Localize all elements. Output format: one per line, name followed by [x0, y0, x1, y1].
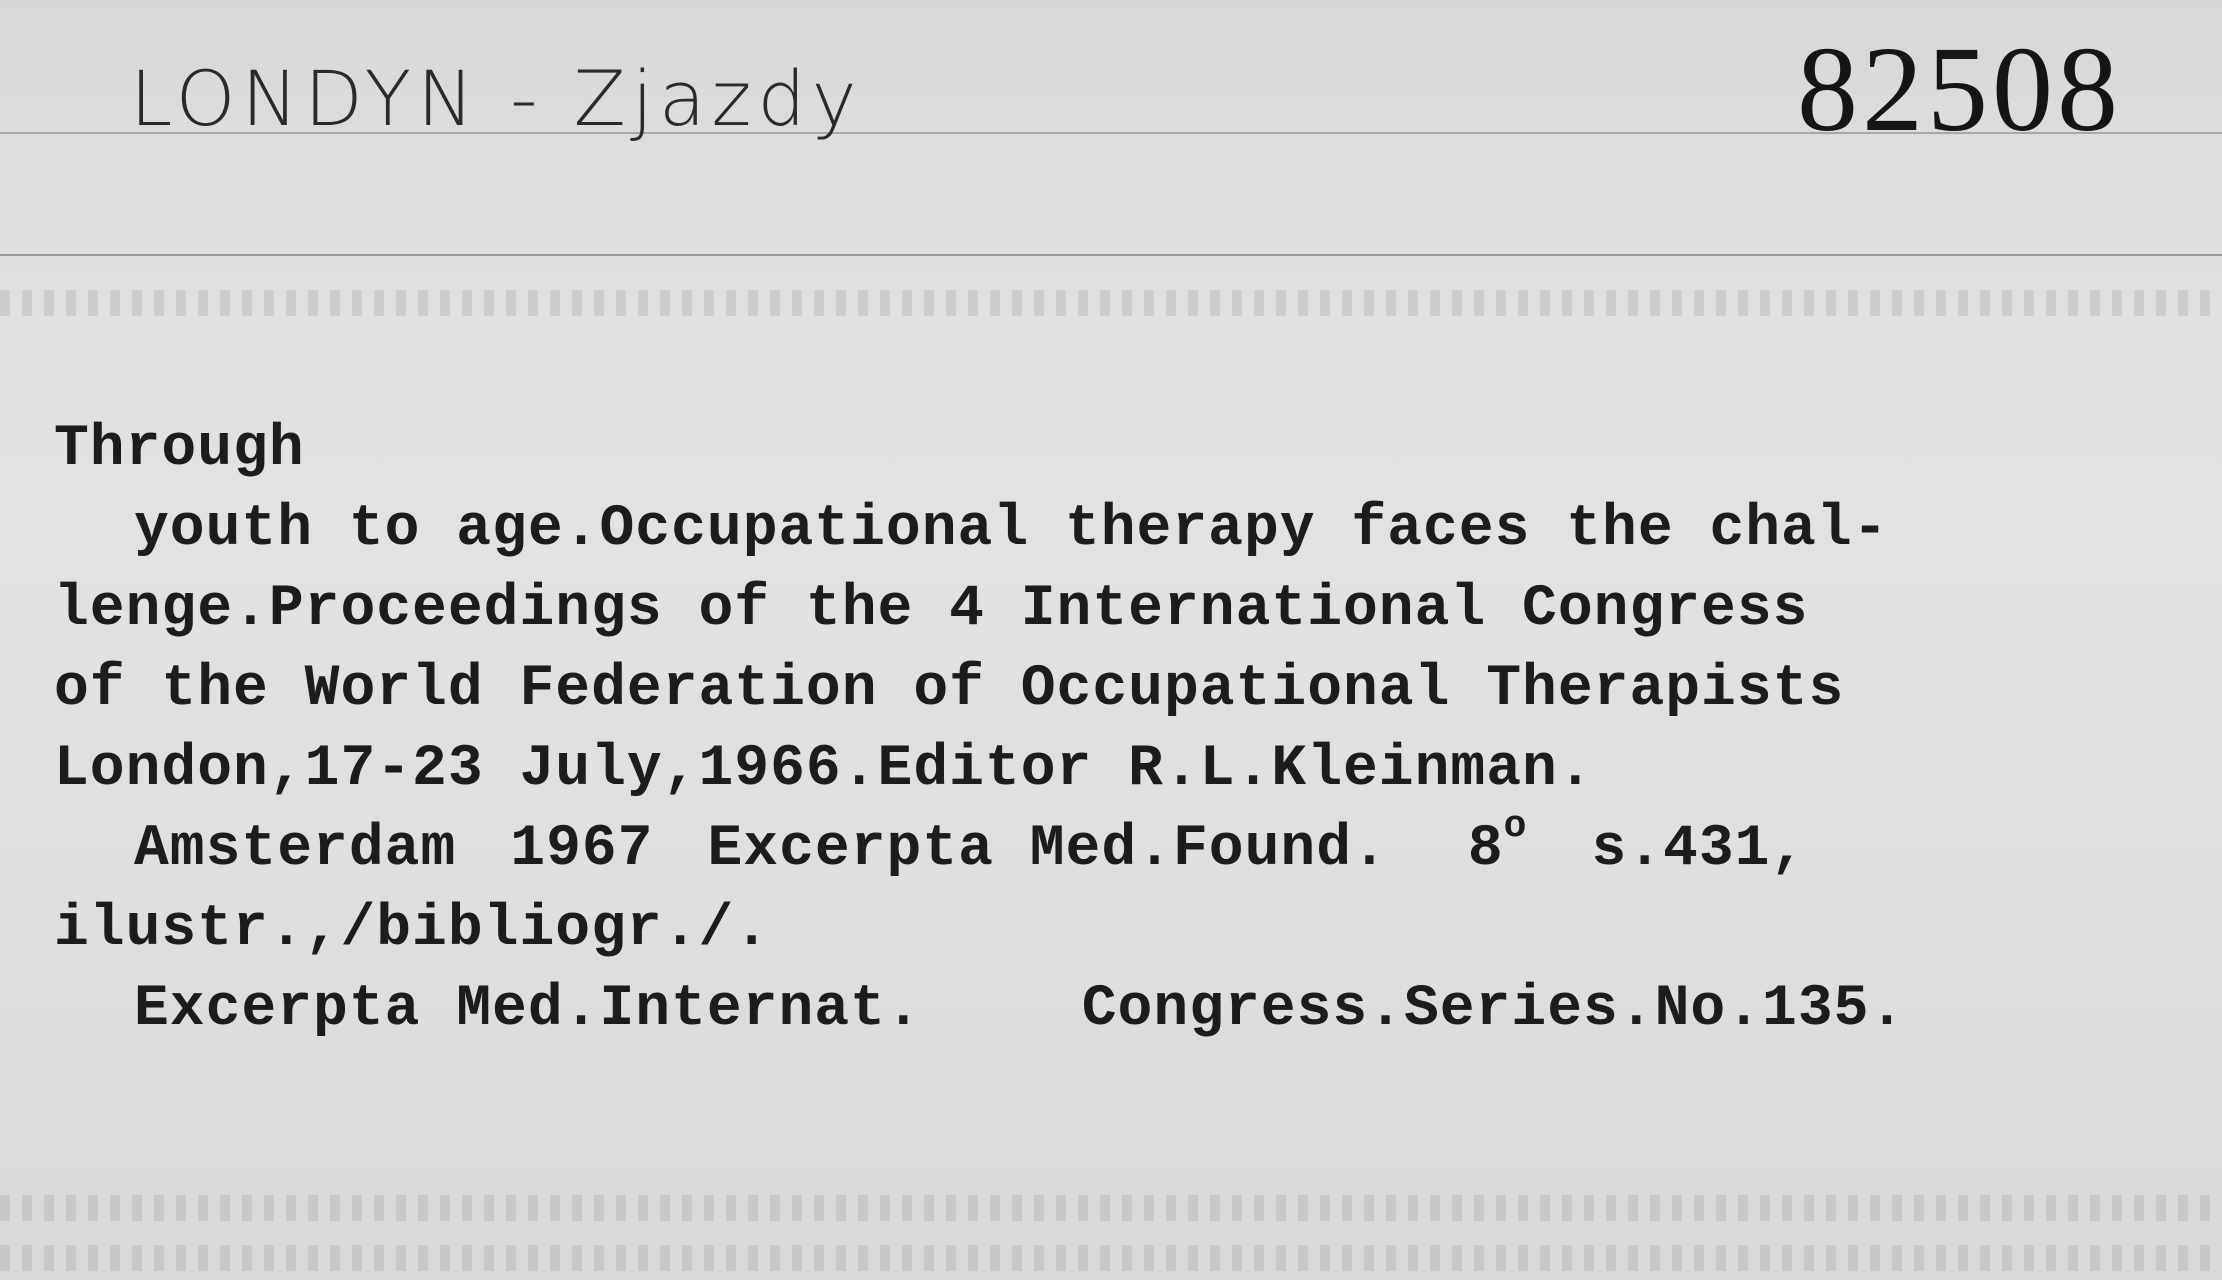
entry-line: youth to age.Occupational therapy faces the chal-: [134, 497, 1889, 562]
ghost-type-bleed: [0, 1245, 2222, 1271]
imprint-year: 1967: [510, 817, 654, 882]
imprint-format-sup: o: [1503, 805, 1528, 848]
entry-line: of the World Federation of Occupational Therapists: [54, 657, 1845, 722]
series-name: Excerpta Med.Internat.: [134, 977, 922, 1042]
series-line: [54, 970, 2184, 1050]
imprint-place: Amsterdam: [134, 817, 457, 882]
imprint-line: [54, 805, 2184, 890]
ghost-type-bleed: [0, 290, 2222, 316]
imprint-pages: s.431,: [1591, 817, 1807, 882]
entry-line: lenge.Proceedings of the 4 International Congress: [54, 577, 1809, 642]
card-header-rule: [0, 254, 2222, 256]
entry-line: ilustr.,/bibliogr./.: [54, 897, 771, 962]
imprint-publisher: Excerpta Med.Found.: [707, 817, 1388, 882]
entry-line: Through: [54, 417, 305, 482]
card-subject-heading: LONDYN - Zjazdy: [130, 54, 863, 143]
series-number: Congress.Series.No.135.: [1081, 977, 1906, 1042]
entry-line: London,17-23 July,1966.Editor R.L.Kleinman.: [54, 737, 1594, 802]
ghost-type-bleed: [0, 1195, 2222, 1221]
bibliographic-entry: [54, 410, 2184, 1050]
imprint-format: 8: [1467, 817, 1504, 882]
catalog-number: 82508: [1797, 22, 2122, 157]
